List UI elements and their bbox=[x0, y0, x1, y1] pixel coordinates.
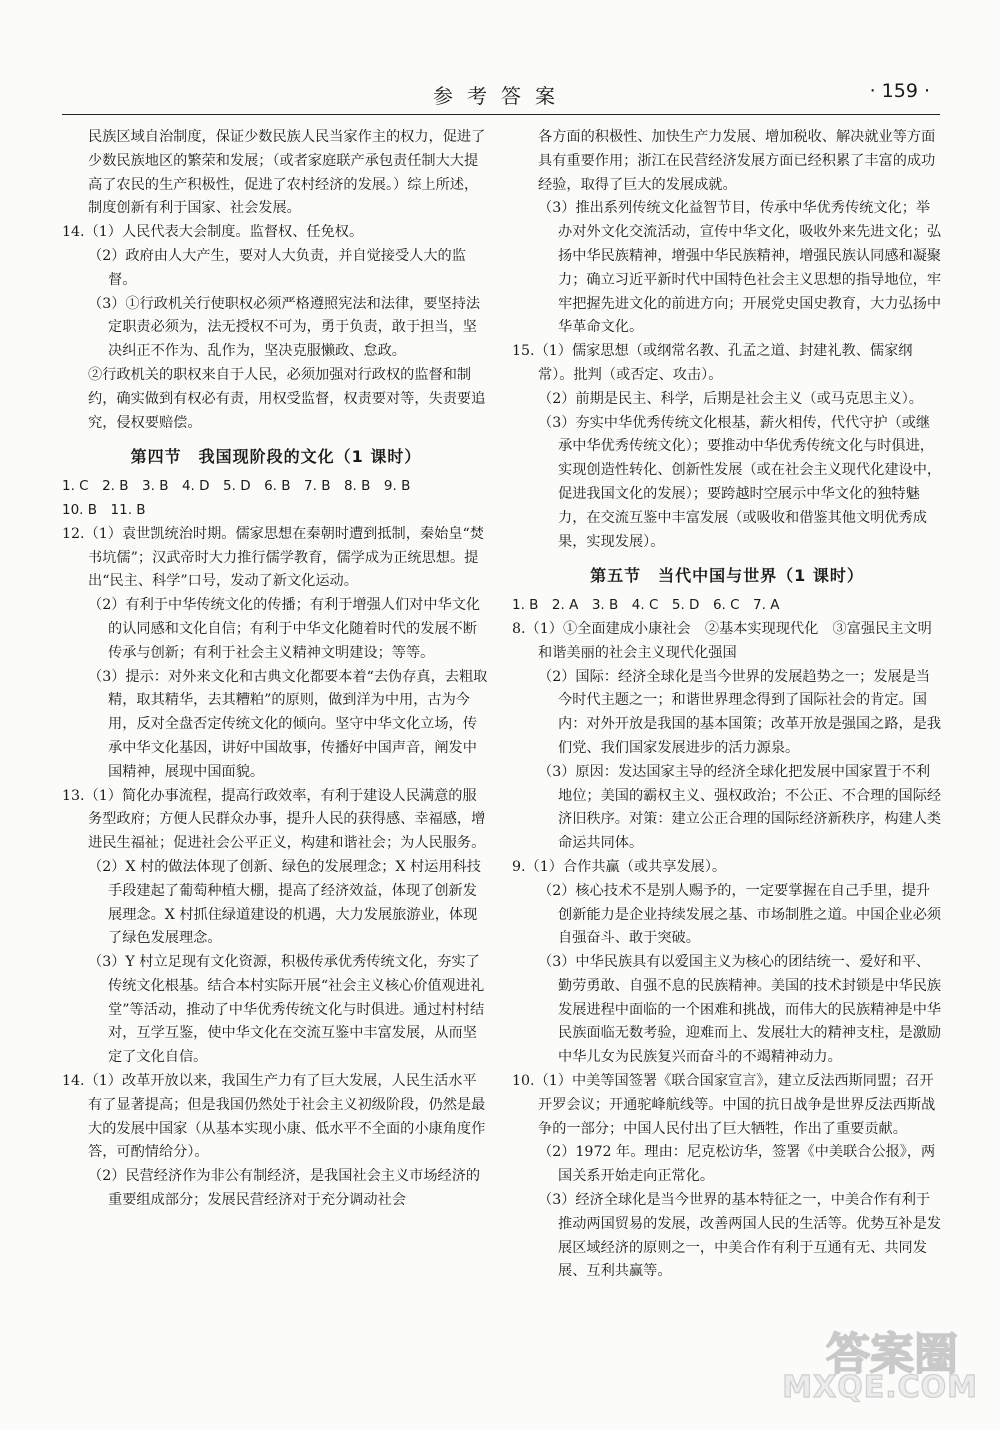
answer-paragraph: 9.（1）合作共赢（或共享发展）。 bbox=[512, 858, 727, 875]
answer-paragraph: （2）有利于中华传统文化的传播；有利于增强人们对中华文化的认同感和文化自信；有利于中华文化随着时代的发展不断传承与创新；有利于社会主义精神文明建设；等等。 bbox=[88, 597, 481, 661]
answer-key-line: 1. C 2. B 3. B 4. D 5. D 6. B 7. B 8. B 9. B bbox=[62, 478, 411, 495]
answer-paragraph: （2）1972 年。理由：尼克松访华，签署《中美联合公报》，两国关系开始走向正常化。 bbox=[538, 1144, 936, 1185]
answer-paragraph: 15.（1）儒家思想（或纲常名教、孔孟之道、封建礼教、儒家纲常）。批判（或否定、攻击）。 bbox=[512, 343, 913, 383]
page-header bbox=[62, 78, 940, 115]
answer-paragraph: 12.（1）袁世凯统治时期。儒家思想在秦朝时遭到抵制，秦始皇“焚书坑儒”；汉武帝时大力推行儒学教育，儒学成为正统思想。提出“民主、科学”口号，发动了新文化运动。 bbox=[62, 525, 484, 590]
answer-paragraph: （2）民营经济作为非公有制经济，是我国社会主义市场经济的重要组成部分；发展民营经济对于充分调动社会 bbox=[88, 1168, 481, 1209]
answer-paragraph: （2）前期是民主、科学，后期是社会主义（或马克思主义）。 bbox=[538, 390, 923, 407]
answer-paragraph: （3）①行政机关行使职权必须严格遵照宪法和法律，要坚持法定职责必须为，法无授权不可为，勇于负责，敢于担当，坚决纠正不作为、乱作为，坚决克服懒政、怠政。 bbox=[88, 295, 481, 360]
answer-paragraph: （2）政府由人大产生，要对人大负责，并自觉接受人大的监督。 bbox=[88, 247, 466, 288]
answer-paragraph: （2）X 村的做法体现了创新、绿色的发展理念；X 村运用科技手段建起了葡萄种植大棚，提高了经济效益，体现了创新发展理念。X 村抓住绿道建设的机遇，大力发展旅游业，体现了绿色发展理念。 bbox=[88, 858, 481, 947]
answer-paragraph: （3）原因：发达国家主导的经济全球化把发展中国家置于不利地位；美国的霸权主义、强权政治；不公正、不合理的国际经济旧秩序。对策：建立公正合理的国际经济新秩序，构建人类命运共同体。 bbox=[538, 763, 942, 852]
right-column bbox=[512, 126, 942, 1284]
answer-paragraph: 各方面的积极性、加快生产力发展、增加税收、解决就业等方面具有重要作用；浙江在民营经济发展方面已经积累了丰富的成功经验，取得了巨大的发展成就。 bbox=[538, 129, 936, 193]
answer-paragraph: （2）国际：经济全球化是当今世界的发展趋势之一；发展是当今时代主题之一；和谐世界理念得到了国际社会的肯定。国内：对外开放是我国的基本国策；改革开放是强国之路，是我们党、我们国家发展进步的活力源泉。 bbox=[538, 668, 942, 756]
answer-paragraph: （3）提示：对外来文化和古典文化都要本着“去伪存真，去粗取精，取其精华，去其糟粕”的原则，做到洋为中用，古为今用，反对全盘否定传统文化的倾向。坚守中华文化立场，传承中华文化基因，讲好中国故事，传播好中国声音，阐发中国精神，展现中国面貌。 bbox=[88, 668, 488, 780]
answer-key-line: 1. B 2. A 3. B 4. C 5. D 6. C 7. A bbox=[512, 597, 780, 614]
answer-paragraph: （3）夯实中华优秀传统文化根基，薪火相传，代代守护（或继承中华优秀传统文化）；要推动中华优秀传统文化与时俱进，实现创造性转化、创新性发展（或在社会主义现代化建设中，促进我国文化的发展）；要跨越时空展示中华文化的独特魅力，在交流互鉴中丰富发展（或吸收和借鉴其他文明优秀成果，实现发展）。 bbox=[538, 414, 942, 550]
page-number: · 159 · bbox=[869, 80, 930, 102]
answer-paragraph: 13.（1）简化办事流程，提高行政效率，有利于建设人民满意的服务型政府；方便人民群众办事，提升人民的获得感、幸福感，增进民生福祉；促进社会公平正义，构建和谐社会；为人民服务。 bbox=[62, 787, 486, 852]
watermark-en: MXQE.COM bbox=[782, 1370, 978, 1405]
answer-paragraph: 8.（1）①全面建成小康社会 ②基本实现现代化 ③富强民主文明和谐美丽的社会主义现代化强国 bbox=[512, 620, 932, 661]
answer-key-line: 10. B 11. B bbox=[62, 501, 146, 518]
answer-paragraph: （3）经济全球化是当今世界的基本特征之一，中美合作有利于推动两国贸易的发展，改善两国人民的生活等。优势互补是发展区域经济的原则之一，中美合作有利于互通有无、共同发展、互利共赢等。 bbox=[538, 1192, 942, 1280]
answer-paragraph: （3）Y 村立足现有文化资源，积极传承优秀传统文化，夯实了传统文化根基。结合本村实际开展“社会主义核心价值观进礼堂”等活动，推动了中华优秀传统文化与时俱进。通过村村结对，互学互鉴，使中华文化在交流互鉴中丰富发展，从而坚定了文化自信。 bbox=[88, 954, 485, 1066]
answer-paragraph: 民族区域自治制度，保证少数民族人民当家作主的权力，促进了少数民族地区的繁荣和发展；（或者家庭联产承包责任制大大提高了农民的生产积极性，促进了农村经济的发展。）综上所述，制度创新有利于国家、社会发展。 bbox=[88, 129, 486, 217]
watermark-cn: 答案圈 bbox=[826, 1329, 958, 1380]
watermark-logo bbox=[748, 1318, 978, 1418]
answer-paragraph: 14.（1）人民代表大会制度。监督权、任免权。 bbox=[62, 224, 364, 241]
answer-paragraph: （2）核心技术不是别人赐予的，一定要掌握在自己手里，提升创新能力是企业持续发展之基、市场制胜之道。中国企业必须自强奋斗、敢于突破。 bbox=[538, 882, 942, 947]
section-title: 第四节 我国现阶段的文化（1 课时） bbox=[130, 447, 422, 467]
answer-paragraph: （3）中华民族具有以爱国主义为核心的团结统一、爱好和平、勤劳勇敢、自强不息的民族精神。美国的技术封锁是中华民族发展进程中面临的一个困难和挑战，而伟大的民族精神是中华民族面临无数考验，迎难而上、发展壮大的精神支柱，是激励中华儿女为民族复兴而奋斗的不竭精神动力。 bbox=[538, 954, 942, 1066]
section-title: 第五节 当代中国与世界（1 课时） bbox=[590, 566, 864, 586]
answer-paragraph: 10.（1）中美等国签署《联合国家宣言》，建立反法西斯同盟；召开开罗会议；开通驼峰航线等。中国的抗日战争是世界反法西斯战争的一部分；中国人民付出了巨大牺牲，作出了重要贡献。 bbox=[512, 1073, 936, 1137]
answer-paragraph: （3）推出系列传统文化益智节目，传承中华优秀传统文化；举办对外文化交流活动，宣传中华文化，吸收外来先进文化；弘扬中华民族精神，增强中华民族精神，增强民族认同感和凝聚力；确立习近平新时代中国特色社会主义思想的指导地位，牢牢把握先进文化的前进方向；开展党史国史教育，大力弘扬中华革命文化。 bbox=[538, 200, 942, 336]
answer-paragraph: ②行政机关的职权来自于人民，必须加强对行政权的监督和制约，确实做到有权必有责，用权受监督，权责要对等，失责要追究，侵权要赔偿。 bbox=[88, 366, 486, 431]
answer-paragraph: 14.（1）改革开放以来，我国生产力有了巨大发展，人民生活水平有了显著提高；但是我国仍然处于社会主义初级阶段，仍然是最大的发展中国家（从基本实现小康、低水平不全面的小康角度作答，可酌情给分）。 bbox=[62, 1073, 486, 1161]
left-column bbox=[62, 126, 490, 1213]
header-title: 参考答案 bbox=[433, 84, 569, 108]
